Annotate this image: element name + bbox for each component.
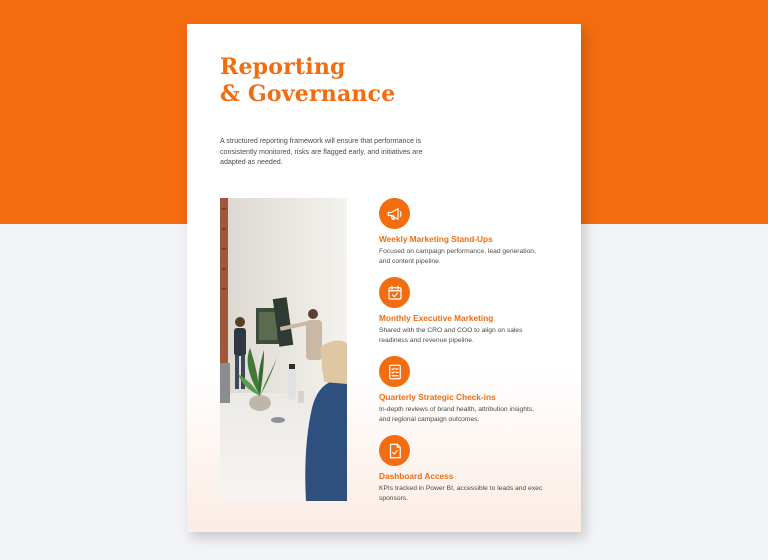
item-heading: Quarterly Strategic Check-ins — [379, 392, 496, 402]
item-description: Focused on campaign performance, lead generation, and content pipeline. — [379, 248, 536, 266]
item-heading: Weekly Marketing Stand-Ups — [379, 234, 493, 244]
item-heading: Monthly Executive Marketing — [379, 313, 494, 323]
item-weekly-standups — [379, 198, 559, 267]
page-title-line-1: Reporting — [220, 54, 346, 80]
item-description: In-depth reviews of brand health, attribution insights, and regional campaign outcomes. — [379, 406, 535, 424]
page-title — [220, 54, 395, 108]
checklist-icon — [379, 356, 410, 387]
meeting-photo — [220, 198, 347, 501]
document-check-icon — [379, 435, 410, 466]
document-page — [187, 24, 581, 532]
calendar-check-icon — [379, 277, 410, 308]
item-dashboard-access — [379, 435, 559, 504]
item-description: KPIs tracked in Power BI, accessible to leads and exec sponsors. — [379, 485, 543, 503]
page-title-line-2: & Governance — [220, 81, 396, 107]
megaphone-icon — [379, 198, 410, 229]
item-description: Shared with the CRO and COO to align on sales readiness and revenue pipeline. — [379, 327, 523, 345]
intro-paragraph: A structured reporting framework will ensure that performance is consistently monitored, risks are flagged early, and initiatives are adapted as needed. — [220, 137, 423, 167]
item-quarterly-checkins — [379, 356, 559, 425]
item-monthly-executive — [379, 277, 559, 346]
item-heading: Dashboard Access — [379, 471, 454, 481]
